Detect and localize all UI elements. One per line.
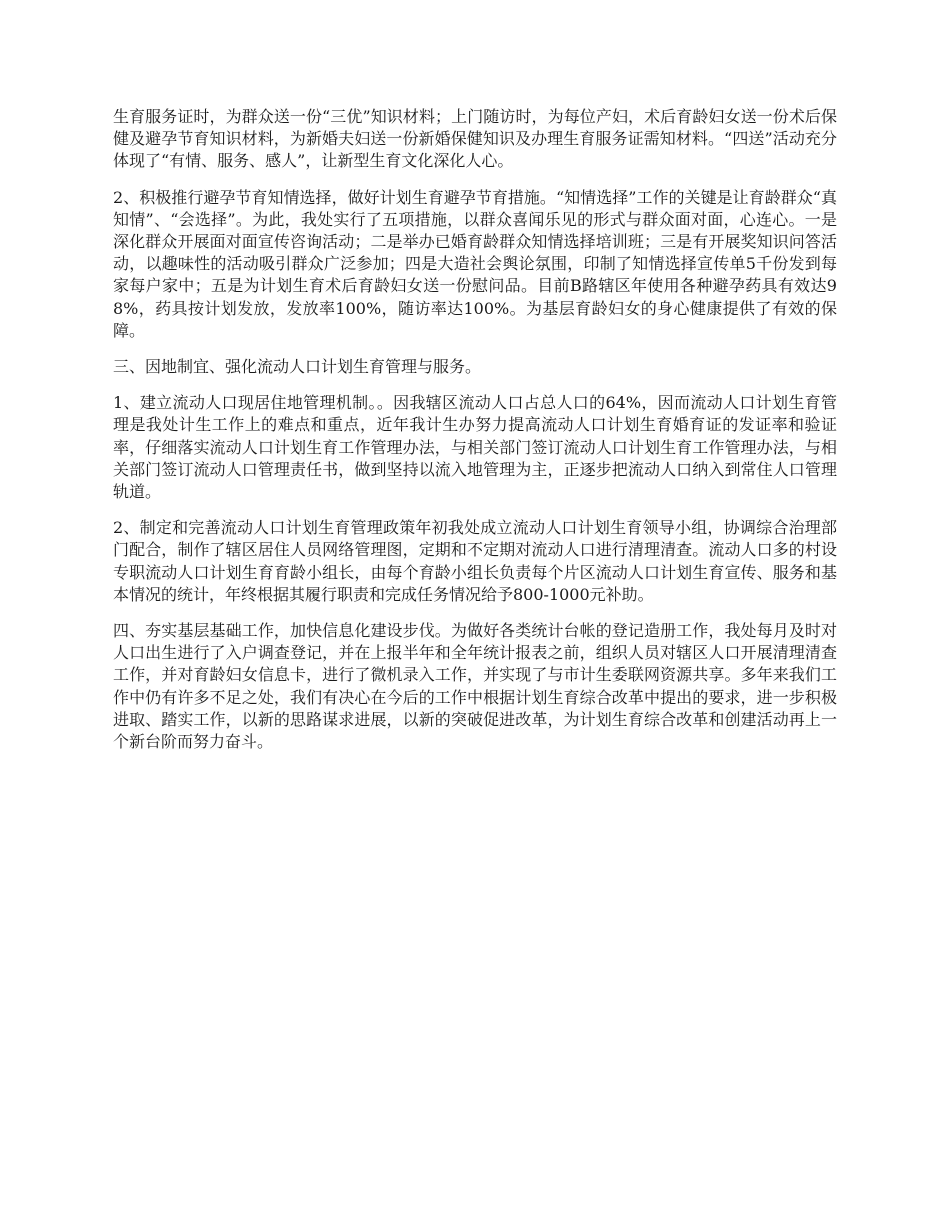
- document-body: [113, 106, 837, 767]
- paragraph-intro-services: 生育服务证时，为群众送一份“三优”知识材料；上门随访时，为每位产妇，术后育龄妇女送一份术后保健及避孕节育知识材料，为新婚夫妇送一份新婚保健知识及办理生育服务证需知材料。“四送”活动充分体现了“有情、服务、感人”，让新型生育文化深化人心。: [113, 107, 837, 171]
- paragraph-informatization: 四、夯实基层基础工作，加快信息化建设步伐。为做好各类统计台帐的登记造册工作，我处每月及时对人口出生进行了入户调查登记，并在上报半年和全年统计报表之前，组织人员对辖区人口开展清理清查工作，并对育龄妇女信息卡，进行了微机录入工作，并实现了与市计生委联网资源共享。多年来我们工作中仍有许多不足之处，我们有决心在今后的工作中根据计划生育综合改革中提出的要求，进一步积极进取、踏实工作，以新的思路谋求进展，以新的突破促进改革，为计划生育综合改革和创建活动再上一个新台阶而努力奋斗。: [113, 621, 837, 752]
- paragraph-informed-choice: 2、积极推行避孕节育知情选择，做好计划生育避孕节育措施。“知情选择”工作的关键是让育龄群众“真知情”、“会选择”。为此，我处实行了五项措施，以群众喜闻乐见的形式与群众面对面，心连心。一是深化群众开展面对面宣传咨询活动；二是举办已婚育龄群众知情选择培训班；三是有开展奖知识问答活动，以趣味性的活动吸引群众广泛参加；四是大造社会舆论氛围，印制了知情选择宣传单5千份发到每家每户家中；五是为计划生育术后育龄妇女送一份慰问品。目前B路辖区年使用各种避孕药具有效达98%，药具按计划发放，发放率100%，随访率达100%。为基层育龄妇女的身心健康提供了有效的保障。: [113, 187, 837, 340]
- paragraph-residence-management: 1、建立流动人口现居住地管理机制。。因我辖区流动人口占总人口的64%，因而流动人口计划生育管理是我处计生工作上的难点和重点，近年我计生办努力提高流动人口计划生育婚育证的发证率和验证率，仔细落实流动人口计划生育工作管理办法，与相关部门签订流动人口计划生育工作管理办法，与相关部门签订流动人口管理责任书，做到坚持以流入地管理为主，正逐步把流动人口纳入到常住人口管理轨道。: [113, 393, 837, 502]
- section-heading-floating-population: 三、因地制宜、强化流动人口计划生育管理与服务。: [113, 357, 482, 377]
- paragraph-management-policy: 2、制定和完善流动人口计划生育管理政策年初我处成立流动人口计划生育领导小组，协调综合治理部门配合，制作了辖区居住人员网络管理图，定期和不定期对流动人口进行清理清查。流动人口多的村设专职流动人口计划生育育龄小组长，由每个育龄小组长负责每个片区流动人口计划生育宣传、服务和基本情况的统计，年终根据其履行职责和完成任务情况给予800-1000元补助。: [113, 518, 837, 604]
